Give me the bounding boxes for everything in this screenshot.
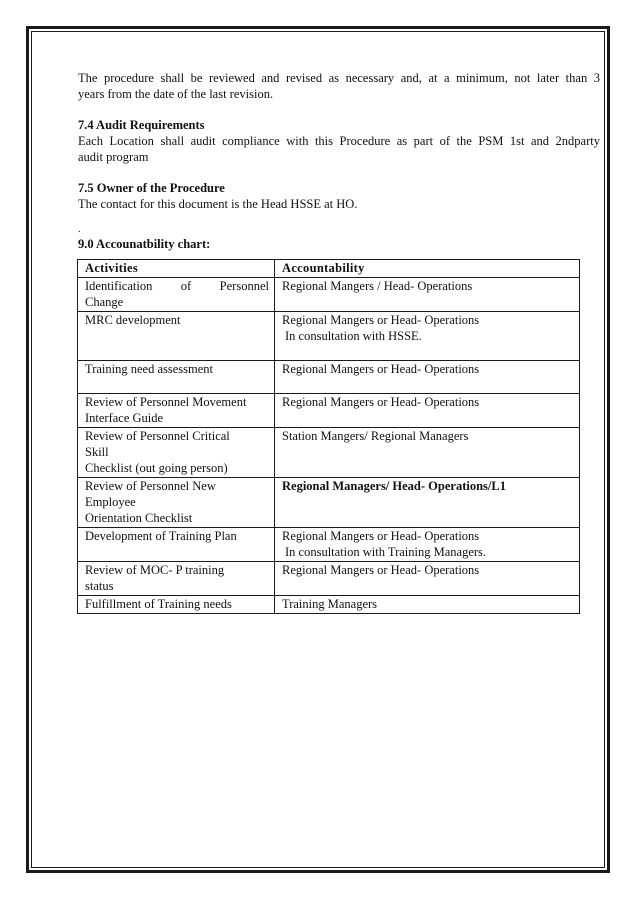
activity-cell xyxy=(78,428,275,478)
accountability-line: Regional Mangers or Head- Operations xyxy=(282,313,480,327)
activity-cell xyxy=(78,278,275,312)
intro-line-2: years from the date of the last revision. xyxy=(78,87,274,101)
activity-cell xyxy=(78,562,275,596)
activity-line: Skill xyxy=(85,445,109,459)
activity-line: Fulfillment of Training needs xyxy=(85,597,232,611)
accountability-cell xyxy=(275,428,580,478)
accountability-line: Regional Mangers or Head- Operations xyxy=(282,529,480,543)
activity-cell xyxy=(78,394,275,428)
word: of xyxy=(180,279,192,293)
table-header-row xyxy=(78,260,580,278)
accountability-cell xyxy=(275,562,580,596)
section-7-5-heading: 7.5 Owner of the Procedure xyxy=(78,181,225,195)
accountability-cell xyxy=(275,312,580,361)
section-9-0-heading: 9.0 Accounatbility chart: xyxy=(78,237,211,251)
activity-line: Review of Personnel New xyxy=(85,479,216,493)
accountability-table xyxy=(77,259,580,614)
activity-line: Development of Training Plan xyxy=(85,529,237,543)
table-row xyxy=(78,394,580,428)
accountability-line: Regional Managers/ Head- Operations/L1 xyxy=(282,479,506,493)
accountability-cell xyxy=(275,394,580,428)
activity-cell xyxy=(78,312,275,361)
activity-line: Change xyxy=(85,295,124,309)
stray-dot: . xyxy=(78,224,81,235)
table-row xyxy=(78,596,580,614)
activity-line: status xyxy=(85,579,114,593)
activity-line: Training need assessment xyxy=(85,362,213,376)
section-7-5-body: The contact for this document is the Head HSSE at HO. xyxy=(78,197,358,211)
activity-cell xyxy=(78,361,275,394)
activity-line: Review of MOC- P training xyxy=(85,563,225,577)
table-row xyxy=(78,478,580,528)
table-row xyxy=(78,428,580,478)
section-7-4-line-1: Each Location shall audit compliance with this Procedure as part of the PSM 1st and 2ndparty xyxy=(78,134,600,148)
accountability-line: Training Managers xyxy=(282,597,378,611)
activity-line: Employee xyxy=(85,495,136,509)
section-audit-requirements xyxy=(78,117,600,165)
accountability-cell xyxy=(275,528,580,562)
table-row xyxy=(78,278,580,312)
accountability-line: Regional Mangers or Head- Operations xyxy=(282,563,480,577)
activity-cell xyxy=(78,478,275,528)
accountability-line: In consultation with HSSE. xyxy=(285,329,422,343)
activity-line xyxy=(85,278,269,294)
table-row xyxy=(78,312,580,361)
accountability-line: Regional Mangers or Head- Operations xyxy=(282,362,480,376)
document-body xyxy=(78,70,600,614)
accountability-cell xyxy=(275,478,580,528)
intro-line-1: The procedure shall be reviewed and revised as necessary and, at a minimum, not later than 3 xyxy=(78,71,600,85)
column-header-activities: Activities xyxy=(78,260,275,278)
table-row xyxy=(78,528,580,562)
accountability-line: Regional Mangers / Head- Operations xyxy=(282,279,473,293)
table-row xyxy=(78,361,580,394)
intro-paragraph xyxy=(78,70,600,102)
activity-line: Checklist (out going person) xyxy=(85,461,228,475)
activity-line: Review of Personnel Critical xyxy=(85,429,230,443)
section-7-4-heading: 7.4 Audit Requirements xyxy=(78,118,205,132)
accountability-cell xyxy=(275,361,580,394)
activity-line: MRC development xyxy=(85,313,181,327)
accountability-cell xyxy=(275,278,580,312)
section-7-4-line-2: audit program xyxy=(78,150,149,164)
accountability-line: In consultation with Training Managers. xyxy=(285,545,487,559)
activity-line: Interface Guide xyxy=(85,411,164,425)
accountability-cell xyxy=(275,596,580,614)
activity-cell xyxy=(78,528,275,562)
activity-line: Orientation Checklist xyxy=(85,511,193,525)
word: Personnel xyxy=(219,279,269,293)
activity-cell xyxy=(78,596,275,614)
accountability-line: Station Mangers/ Regional Managers xyxy=(282,429,469,443)
table-row xyxy=(78,562,580,596)
accountability-line: Regional Mangers or Head- Operations xyxy=(282,395,480,409)
activity-line: Review of Personnel Movement xyxy=(85,395,247,409)
section-procedure-owner xyxy=(78,180,600,212)
column-header-accountability: Accountability xyxy=(275,260,580,278)
word: Identification xyxy=(85,279,153,293)
